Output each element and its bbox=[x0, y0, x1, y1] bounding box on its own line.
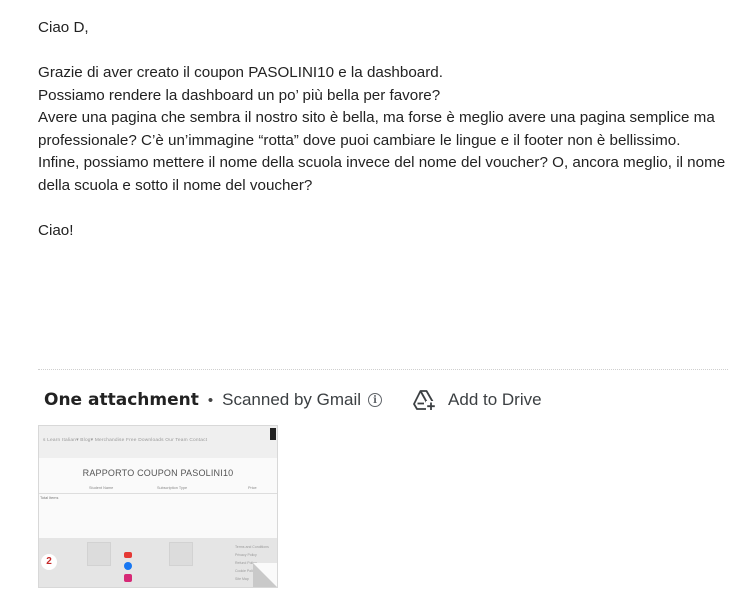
thumbnail-table-header bbox=[39, 486, 277, 492]
thumbnail-divider bbox=[39, 493, 277, 494]
info-icon[interactable]: i bbox=[368, 393, 382, 407]
add-to-drive-icon bbox=[412, 388, 436, 412]
thumbnail-footer-link: Privacy Policy bbox=[235, 553, 257, 557]
email-closing: Ciao! bbox=[38, 221, 74, 239]
email-paragraph-2: Possiamo rendere la dashboard un po’ più bella per favore? bbox=[38, 86, 441, 104]
thumbnail-footer-box bbox=[169, 542, 193, 566]
thumbnail-footer-link: Terms and Conditions bbox=[235, 545, 269, 549]
separator-dot: • bbox=[207, 391, 214, 409]
thumbnail-logo bbox=[270, 428, 276, 440]
attachments-header bbox=[44, 387, 542, 413]
thumbnail-title: RAPPORTO COUPON PASOLINI10 bbox=[82, 468, 234, 478]
email-paragraph-4: Infine, possiamo mettere il nome della scuola invece del nome del voucher? O, ancora meglio, il nome della scuola e sotto il nome del voucher? bbox=[38, 154, 726, 194]
thumbnail-footer-link: Refund Policy bbox=[235, 561, 257, 565]
thumbnail-nav-bar bbox=[39, 426, 277, 458]
thumbnail-page-fold bbox=[253, 563, 277, 587]
youtube-icon bbox=[124, 552, 132, 558]
thumbnail-footer-box bbox=[87, 542, 111, 566]
thumbnail-column-header: Price bbox=[248, 486, 257, 490]
email-paragraph-3: Avere una pagina che sembra il nostro sito è bella, ma forse è meglio avere una pagina semplice ma professionale? C’è un’immagine “rotta” dove puoi cambiare le lingue e il footer non è bellissimo. bbox=[38, 109, 715, 149]
instagram-icon bbox=[124, 574, 132, 582]
thumbnail-column-header: Subscription Type bbox=[157, 486, 188, 490]
add-to-drive-label: Add to Drive bbox=[448, 390, 542, 409]
thumbnail-totals: Total Items bbox=[40, 496, 59, 500]
thumbnail-badge: 2 bbox=[41, 554, 57, 570]
email-greeting: Ciao D, bbox=[38, 19, 89, 36]
thumbnail-footer-link: Cookie Policy bbox=[235, 569, 257, 573]
thumbnail-footer-link: Site Map bbox=[235, 577, 249, 581]
attachment-thumbnail[interactable] bbox=[38, 425, 278, 588]
attachments-divider bbox=[38, 369, 728, 370]
attachments-title: One attachment bbox=[44, 390, 199, 410]
thumbnail-nav-text: s Learn Italian▾ Blog▾ Merchandise Free Downloads Our Team Contact bbox=[43, 438, 208, 443]
thumbnail-column-header: Student Name bbox=[89, 486, 114, 490]
facebook-icon bbox=[124, 562, 132, 570]
add-to-drive-button[interactable] bbox=[412, 388, 542, 412]
scanned-by-gmail-label: Scanned by Gmail bbox=[222, 390, 362, 409]
thumbnail-footer bbox=[39, 538, 277, 587]
email-body bbox=[38, 17, 728, 242]
email-paragraph-1: Grazie di aver creato il coupon PASOLINI10 e la dashboard. bbox=[38, 64, 443, 81]
